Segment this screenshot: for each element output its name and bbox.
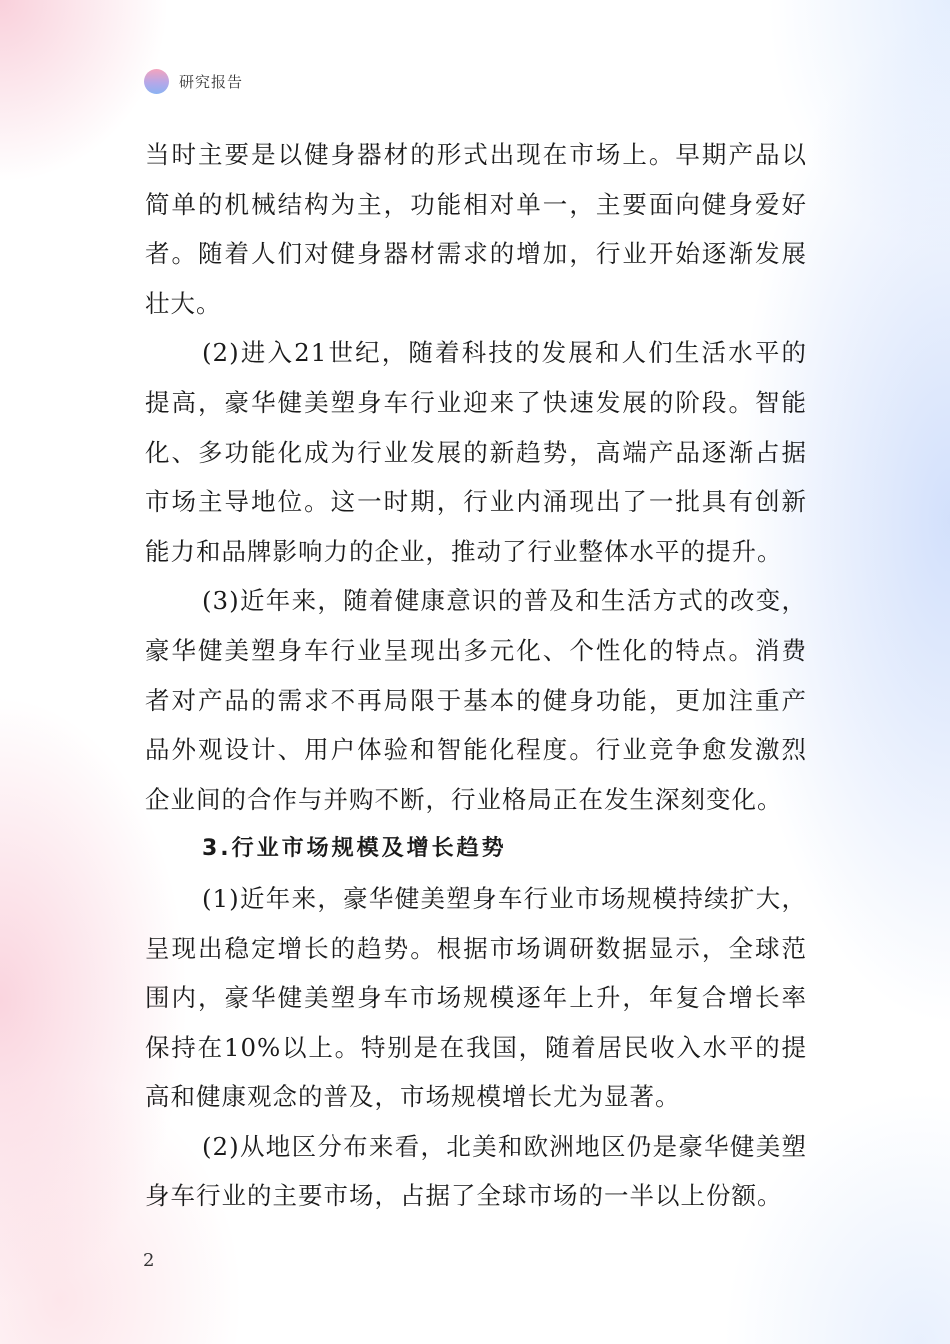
paragraph-item-3: (3)近年来，随着健康意识的普及和生活方式的改变，豪华健美塑身车行业呈现出多元化、个性化的特点。消费者对产品的需求不再局限于基本的健身功能，更加注重产品外观设计、用户体验和智能化程度。行业竞争愈发激烈企业间的合作与并购不断，行业格局正在发生深刻变化。 [145, 586, 807, 814]
header-title: 研究报告 [179, 72, 244, 91]
page-number: 2 [143, 1250, 155, 1271]
paragraph-continuation: 当时主要是以健身器材的形式出现在市场上。早期产品以简单的机械结构为主，功能相对单一，主要面向健身爱好者。随着人们对健身器材需求的增加，行业开始逐渐发展壮大。 [145, 140, 807, 318]
report-logo-icon [144, 69, 169, 94]
page-header [144, 67, 243, 95]
paragraph-item-2: (2)进入21世纪，随着科技的发展和人们生活水平的提高，豪华健美塑身车行业迎来了快速发展的阶段。智能化、多功能化成为行业发展的新趋势，高端产品逐渐占据市场主导地位。这一时期，行业内涌现出了一批具有创新能力和品牌影响力的企业，推动了行业整体水平的提升。 [145, 338, 807, 566]
document-body [145, 130, 807, 1221]
section-paragraph-2: (2)从地区分布来看，北美和欧洲地区仍是豪华健美塑身车行业的主要市场，占据了全球市场的一半以上份额。 [145, 1131, 807, 1211]
section-paragraph-1: (1)近年来，豪华健美塑身车行业市场规模持续扩大，呈现出稳定增长的趋势。根据市场调研数据显示，全球范围内，豪华健美塑身车市场规模逐年上升，年复合增长率保持在10%以上。特别是在我国，随着居民收入水平的提高和健康观念的普及，市场规模增长尤为显著。 [145, 883, 807, 1112]
section-heading: 3.行业市场规模及增长趋势 [202, 836, 507, 862]
